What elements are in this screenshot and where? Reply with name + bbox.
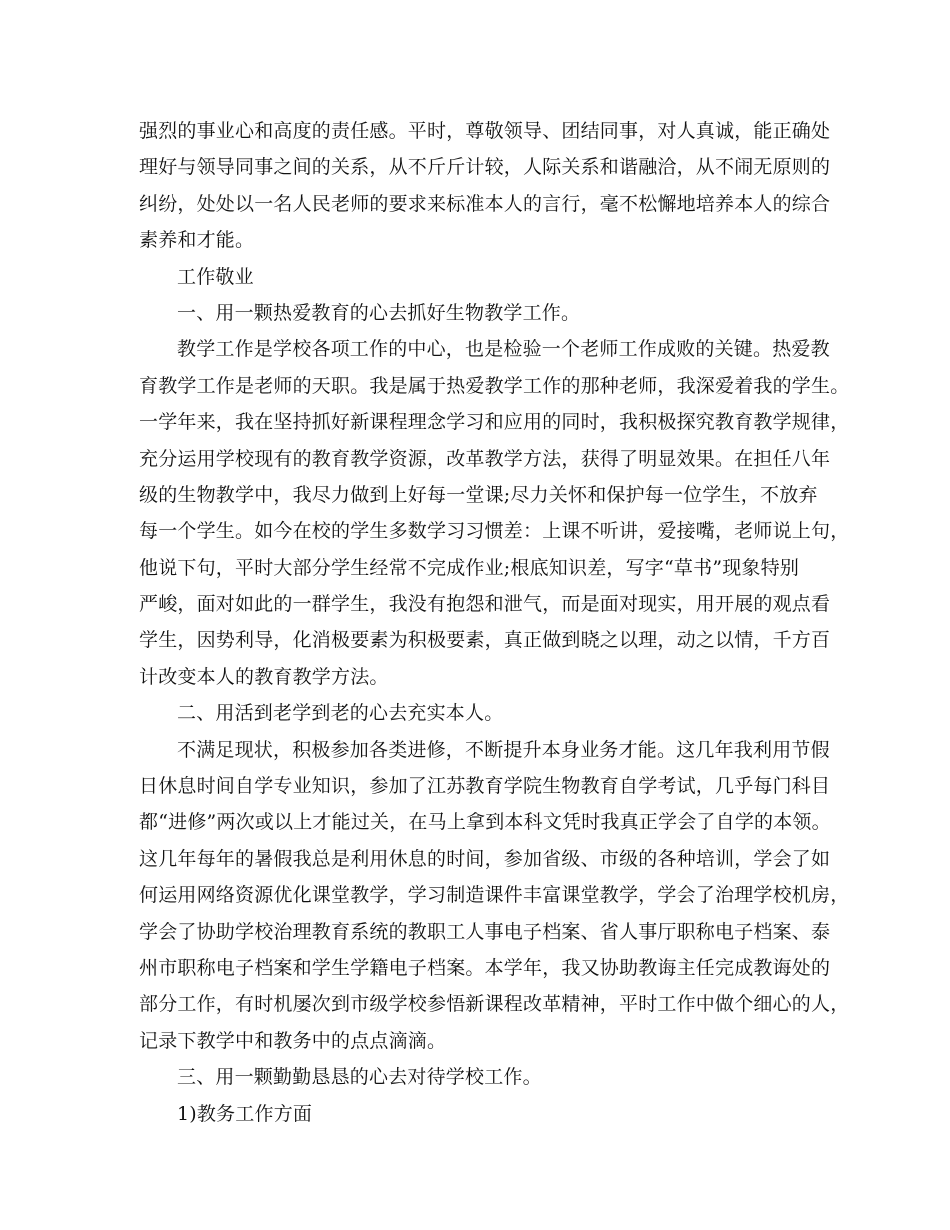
subsection-heading: 一、用一颗热爱教育的心去抓好生物教学工作。	[177, 301, 581, 324]
text-line: 记录下教学中和教务中的点点滴滴。	[139, 1029, 447, 1052]
text-line: 理好与领导同事之间的关系，从不斤斤计较，人际关系和谐融洽，从不闹无原则的	[139, 156, 831, 179]
text-line: 不满足现状，积极参加各类进修，不断提升本身业务才能。这几年我利用节假	[177, 738, 830, 761]
text-line: 部分工作，有时机屡次到市级学校参悟新课程改革精神，平时工作中做个细心的人，	[139, 993, 850, 1016]
subsection-heading: 二、用活到老学到老的心去充实本人。	[177, 702, 504, 725]
text-line: 强烈的事业心和高度的责任感。平时，尊敬领导、团结同事，对人真诚，能正确处	[139, 120, 831, 142]
text-line: 他说下句，平时大部分学生经常不完成作业;根底知识差，写字“草书”现象特别	[139, 556, 800, 579]
document-body	[139, 113, 850, 1132]
text-line: 学生，因势利导，化消极要素为积极要素，真正做到晓之以理，动之以情，千方百	[139, 629, 831, 652]
text-line: 严峻，面对如此的一群学生，我没有抱怨和泄气，而是面对现实，用开展的观点看	[139, 593, 831, 616]
text-line: 级的生物教学中，我尽力做到上好每一堂课;尽力关怀和保护每一位学生，不放弃	[139, 483, 818, 506]
section-heading: 工作敬业	[177, 265, 254, 288]
text-line: 育教学工作是老师的天职。我是属于热爱教学工作的那种老师，我深爱着我的学生。	[139, 374, 850, 397]
text-line: 何运用网络资源优化课堂教学，学习制造课件丰富课堂教学，学会了治理学校机房，	[139, 884, 850, 907]
text-line: 教学工作是学校各项工作的中心，也是检验一个老师工作成败的关键。热爱教	[177, 338, 830, 361]
text-line: 这几年每年的暑假我总是利用休息的时间，参加省级、市级的各种培训，学会了如	[139, 847, 831, 870]
text-line: 素养和才能。	[139, 229, 255, 252]
text-line: 都“进修”两次或以上才能过关，在马上拿到本科文凭时我真正学会了自学的本领。	[139, 811, 831, 834]
subsection-heading: 三、用一颗勤勤恳恳的心去对待学校工作。	[177, 1066, 542, 1089]
text-line: 每一个学生。如今在校的学生多数学习习惯差：上课不听讲，爱接嘴，老师说上句，	[139, 520, 850, 543]
list-item-heading: 1)教务工作方面	[177, 1102, 313, 1125]
text-line: 纠纷，处处以一名人民老师的要求来标准本人的言行，毫不松懈地培养本人的综合	[139, 192, 831, 215]
text-line: 州市职称电子档案和学生学籍电子档案。本学年，我又协助教诲主任完成教诲处的	[139, 956, 831, 979]
text-line: 一学年来，我在坚持抓好新课程理念学习和应用的同时，我积极探究教育教学规律，	[139, 411, 850, 434]
text-line: 计改变本人的教育教学方法。	[139, 665, 389, 688]
text-line: 学会了协助学校治理教育系统的教职工人事电子档案、省人事厅职称电子档案、泰	[139, 920, 831, 943]
text-line: 日休息时间自学专业知识，参加了江苏教育学院生物教育自学考试，几乎每门科目	[139, 775, 831, 798]
text-line: 充分运用学校现有的教育教学资源，改革教学方法，获得了明显效果。在担任八年	[139, 447, 831, 470]
